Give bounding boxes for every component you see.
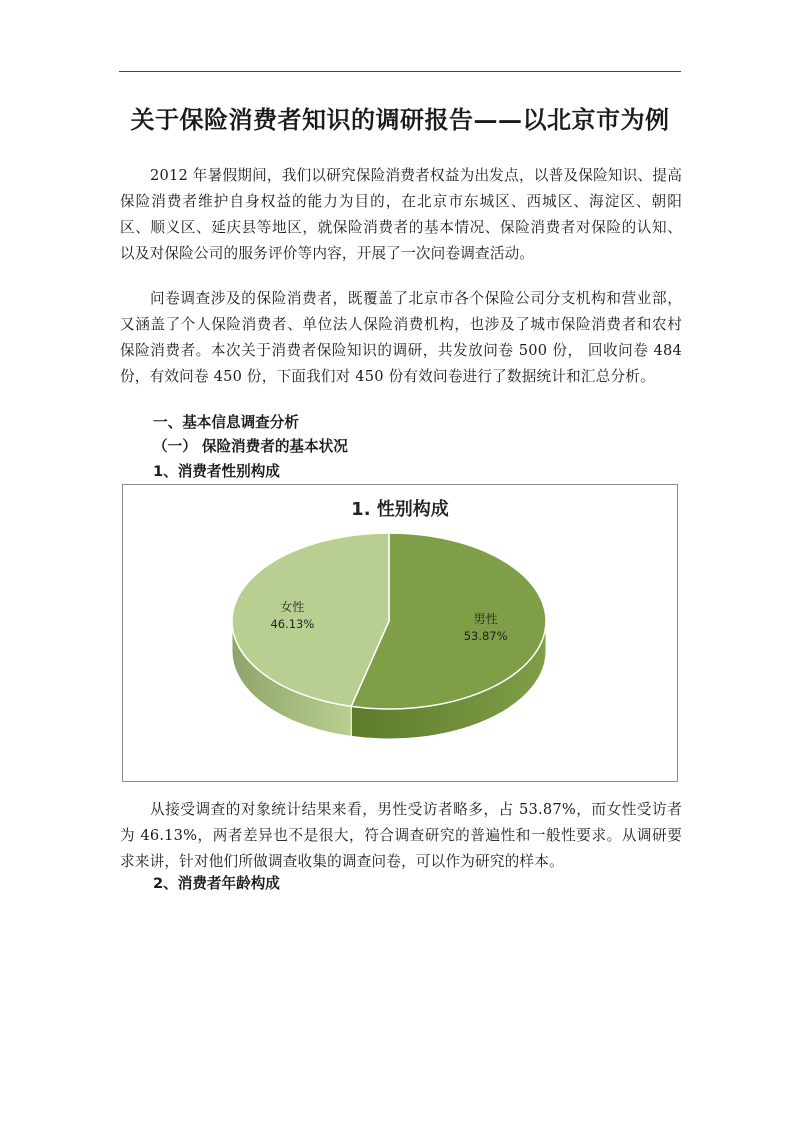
chart-title: 1. 性别构成: [351, 499, 449, 520]
pie-label-value: 46.13%: [270, 617, 315, 632]
pie-chart-canvas: [123, 485, 677, 781]
intro-paragraph: 2012 年暑假期间，我们以研究保险消费者权益为出发点，以普及保险知识、提高保险消费者维护自身权益的能力为目的，在北京市东城区、西城区、海淀区、朝阳区、顺义区、延庆县等地区，就保险消费者的基本情况、保险消费者对保险的认知、以及对保险公司的服务评价等内容，开展了一次问卷调查活动。: [120, 167, 682, 262]
pie-label-category: 女性: [280, 600, 305, 615]
document-title: 关于保险消费者知识的调研报告——以北京市为例: [130, 105, 670, 134]
item-heading-age: 2、消费者年龄构成: [153, 875, 280, 892]
subsection-heading-basic-status: （一） 保险消费者的基本状况: [153, 438, 348, 455]
pie-label-category: 男性: [473, 611, 498, 626]
pie-label-value: 53.87%: [463, 628, 508, 643]
gender-analysis-paragraph: 从接受调查的对象统计结果来看，男性受访者略多，占 53.87%，而女性受访者为 46.13%，两者差异也不是很大，符合调查研究的普遍性和一般性要求。从调研要求来讲，针对他们所做调查收集的调查问卷，可以作为研究的样本。: [120, 801, 682, 870]
item-heading-gender: 1、消费者性别构成: [153, 463, 280, 480]
section-heading-basic-info: 一、基本信息调查分析: [153, 414, 299, 431]
header-rule: [119, 71, 681, 72]
survey-scope-paragraph: 问卷调查涉及的保险消费者，既覆盖了北京市各个保险公司分支机构和营业部，又涵盖了个人保险消费者、单位法人保险消费机构，也涉及了城市保险消费者和农村保险消费者。本次关于消费者保险知识的调研，共发放问卷 500 份， 回收问卷 484 份，有效问卷 450 份，下面我们对 450 份有效问卷进行了数据统计和汇总分析。: [120, 290, 682, 385]
gender-pie-chart: [122, 484, 678, 782]
